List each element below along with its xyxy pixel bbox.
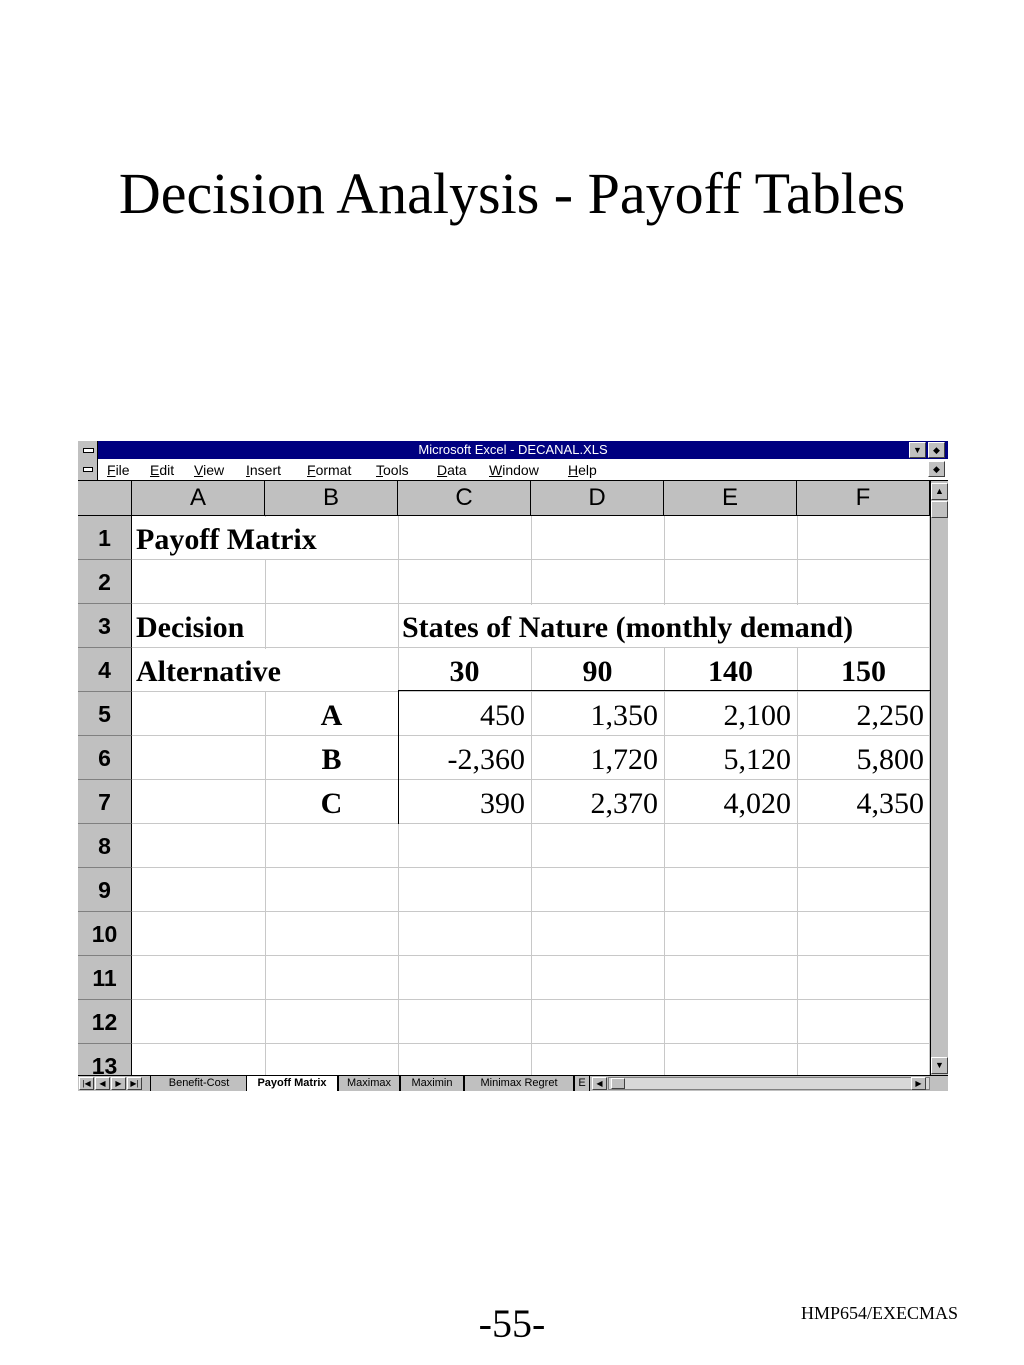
row-header-1[interactable]: 1 [78, 516, 132, 560]
menu-edit[interactable]: Edit [150, 462, 175, 478]
row-header-13[interactable]: 13 [78, 1044, 132, 1075]
menu-bar [78, 459, 948, 481]
scroll-down-arrow-icon[interactable]: ▼ [931, 1057, 948, 1074]
cell-a1[interactable]: Payoff Matrix [136, 523, 317, 556]
cell-c5[interactable]: 450 [480, 699, 525, 732]
row-header-11[interactable]: 11 [78, 956, 132, 1000]
doc-restore-button[interactable]: ◆ [928, 461, 945, 477]
menu-insert[interactable]: Insert [246, 462, 282, 478]
cell-c7[interactable]: 390 [480, 787, 525, 820]
cell-e6[interactable]: 5,120 [723, 743, 791, 776]
column-header-e[interactable]: E [664, 481, 797, 516]
cell-c6[interactable]: -2,360 [447, 743, 525, 776]
tab-minimax-regret[interactable]: Minimax Regret [464, 1076, 574, 1091]
menu-data[interactable]: Data [437, 462, 467, 478]
menu-window[interactable]: Window [489, 462, 539, 478]
cell-e7[interactable]: 4,020 [723, 787, 791, 820]
cell-b6[interactable]: B [321, 743, 342, 776]
spreadsheet-grid [78, 481, 930, 1075]
row-header-12[interactable]: 12 [78, 1000, 132, 1044]
row-header-3[interactable]: 3 [78, 604, 132, 648]
row-header-2[interactable]: 2 [78, 560, 132, 604]
row-header-8[interactable]: 8 [78, 824, 132, 868]
row-header-10[interactable]: 10 [78, 912, 132, 956]
tab-truncated[interactable]: E [574, 1076, 590, 1091]
cell-d4[interactable]: 90 [582, 655, 613, 688]
footer-code: HMP654/EXECMAS [800, 1303, 958, 1323]
tab-scroll-left-icon[interactable]: ◀ [592, 1077, 607, 1090]
column-header-c[interactable]: C [398, 481, 531, 516]
next-sheet-icon[interactable]: ▶ [111, 1077, 126, 1090]
cell-d6[interactable]: 1,720 [590, 743, 658, 776]
row-header-6[interactable]: 6 [78, 736, 132, 780]
row-header-9[interactable]: 9 [78, 868, 132, 912]
cell-f4[interactable]: 150 [841, 655, 886, 688]
page-number: -55- [478, 1301, 546, 1346]
gridline [132, 955, 930, 956]
first-sheet-icon[interactable]: |◀ [79, 1077, 94, 1090]
column-header-f[interactable]: F [797, 481, 930, 516]
column-header-d[interactable]: D [531, 481, 664, 516]
window-title: Microsoft Excel - DECANAL.XLS [418, 442, 608, 457]
cell-a4[interactable]: Alternative [136, 655, 281, 688]
cell-c4[interactable]: 30 [449, 655, 480, 688]
hscroll-thumb[interactable] [611, 1078, 625, 1089]
cell-e4[interactable]: 140 [708, 655, 753, 688]
cell-e5[interactable]: 2,100 [723, 699, 791, 732]
vertical-scrollbar[interactable] [930, 481, 948, 1075]
sheet-tab-bar [78, 1075, 948, 1091]
scroll-right-arrow-icon[interactable]: ▶ [911, 1077, 926, 1090]
cell-b5[interactable]: A [320, 699, 343, 732]
document-menu-icon[interactable] [78, 459, 98, 480]
minimize-button[interactable]: ▼ [909, 442, 926, 458]
scroll-thumb[interactable] [931, 501, 948, 518]
prev-sheet-icon[interactable]: ◀ [95, 1077, 110, 1090]
menu-file[interactable]: File [107, 462, 130, 478]
row-header-5[interactable]: 5 [78, 692, 132, 736]
cell-c3[interactable]: States of Nature (monthly demand) [402, 611, 854, 644]
menu-view[interactable]: View [194, 462, 225, 478]
tab-payoff-matrix[interactable]: Payoff Matrix [246, 1076, 338, 1091]
gridline [132, 867, 930, 868]
cell-f6[interactable]: 5,800 [856, 743, 924, 776]
gridline [132, 911, 930, 912]
cell-a3[interactable]: Decision [136, 611, 245, 644]
menu-format[interactable]: Format [307, 462, 352, 478]
horizontal-scrollbar[interactable] [608, 1077, 930, 1090]
restore-button[interactable]: ◆ [928, 442, 945, 458]
menu-tools[interactable]: Tools [376, 462, 409, 478]
scroll-up-arrow-icon[interactable]: ▲ [931, 483, 948, 500]
menu-help[interactable]: Help [568, 462, 597, 478]
tab-benefit-cost[interactable]: Benefit-Cost [150, 1076, 248, 1091]
cell-f5[interactable]: 2,250 [856, 699, 924, 732]
slide-title: Decision Analysis - Payoff Tables [118, 161, 906, 226]
gridline [132, 1043, 930, 1044]
row-header-7[interactable]: 7 [78, 780, 132, 824]
cell-f7[interactable]: 4,350 [856, 787, 924, 820]
column-header-a[interactable]: A [132, 481, 265, 516]
cell-d7[interactable]: 2,370 [590, 787, 658, 820]
row-header-4[interactable]: 4 [78, 648, 132, 692]
gridline [132, 999, 930, 1000]
tab-maximax[interactable]: Maximax [338, 1076, 400, 1091]
excel-window [78, 441, 948, 1091]
gridline [132, 603, 930, 604]
last-sheet-icon[interactable]: ▶| [127, 1077, 142, 1090]
select-all-corner[interactable] [78, 481, 132, 516]
column-header-b[interactable]: B [265, 481, 398, 516]
cell-d5[interactable]: 1,350 [590, 699, 658, 732]
title-bar [78, 441, 948, 459]
tab-maximin[interactable]: Maximin [400, 1076, 464, 1091]
cell-b7[interactable]: C [320, 787, 343, 820]
